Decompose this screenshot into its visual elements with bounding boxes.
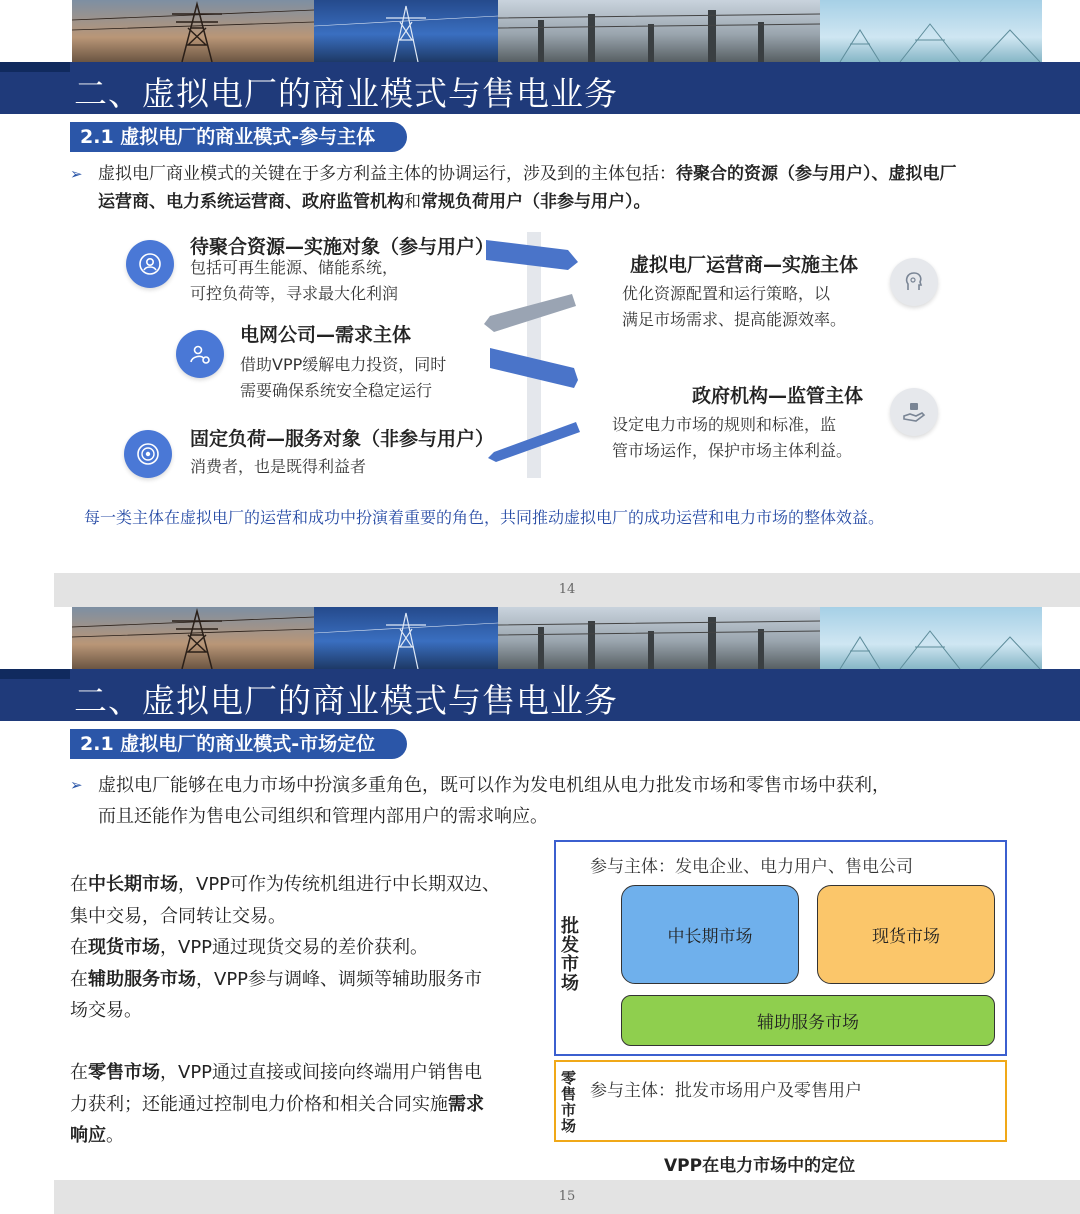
- header-photo-strip: [72, 0, 1042, 62]
- photo-substation-2: [498, 607, 820, 669]
- signpost-graphic: [480, 226, 590, 478]
- bullet-arrow-icon-2: ➢: [70, 776, 83, 794]
- spot-desc-pre: 在: [70, 937, 88, 958]
- photo-substation: [498, 0, 820, 62]
- mid-term-market: 中长期市场: [621, 885, 799, 984]
- page-number-15: 15: [54, 1180, 1080, 1214]
- entity-resource-title: 待聚合资源—实施对象（参与用户）: [190, 236, 495, 258]
- mid-term-desc-pre: 在: [70, 874, 88, 895]
- section-subtitle: 2.1 虚拟电厂的商业模式-参与主体: [70, 122, 407, 152]
- user-gear-icon: [176, 330, 224, 378]
- aux-desc-bold: 辅助服务市场: [88, 968, 196, 990]
- wholesale-market-box: [554, 840, 1007, 1056]
- entity-operator-title: 虚拟电厂运营商—实施主体: [630, 254, 859, 276]
- entity-grid-desc-line1: 借助VPP缓解电力投资，同时: [240, 355, 447, 374]
- retail-description: [70, 1057, 550, 1152]
- photo-substation-sky: [820, 0, 1042, 62]
- head-icon: [890, 258, 938, 306]
- slide-15: [0, 607, 1080, 1214]
- retail-market-box: [554, 1060, 1007, 1142]
- title-bar: [0, 62, 1080, 114]
- entity-fixed-load-title: 固定负荷—服务对象（非参与用户）: [190, 428, 495, 450]
- retail-desc-bold: 零售市场: [88, 1062, 160, 1083]
- retail-participants: 参与主体：批发市场用户及零售用户: [590, 1081, 862, 1101]
- title-bar-accent: [0, 62, 70, 72]
- entity-resource-desc-line1: 包括可再生能源、储能系统，: [190, 258, 399, 277]
- entity-grid-desc-line2: 需要确保系统安全稳定运行: [240, 381, 433, 400]
- header-photo-strip-2: [72, 607, 1042, 669]
- photo-substation-sky-2: [820, 607, 1042, 669]
- title-bar-2: [0, 669, 1080, 721]
- intro-paragraph-2: [70, 770, 1000, 832]
- entity-government-desc-line1: 设定电力市场的规则和标准，监: [612, 415, 837, 434]
- entity-grid-desc: [240, 352, 446, 404]
- mid-term-desc-bold: 中长期市场: [88, 874, 178, 895]
- intro-line1: 虚拟电厂能够在电力市场中扮演多重角色，既可以作为发电机组从电力批发市场和零售市场中获利，: [98, 775, 890, 796]
- aux-service-market: 辅助服务市场: [621, 995, 995, 1046]
- mid-term-desc-rest2: 集中交易，合同转让交易。: [70, 905, 286, 927]
- retail-desc-pre: 在: [70, 1062, 88, 1083]
- entity-government-desc: [612, 412, 852, 464]
- page-title-2: 二、虚拟电厂的商业模式与售电业务: [74, 681, 618, 720]
- spot-market: 现货市场: [817, 885, 995, 984]
- photo-power-tower-blue: [314, 0, 498, 62]
- bullet-arrow-icon: ➢: [70, 165, 83, 183]
- aux-desc: [70, 964, 550, 1027]
- diagram-caption: VPP在电力市场中的定位: [664, 1156, 856, 1176]
- entity-government-desc-line2: 管市场运作，保护市场主体利益。: [612, 441, 853, 460]
- section-subtitle-2: 2.1 虚拟电厂的商业模式-市场定位: [70, 729, 407, 759]
- page-number-14: 14: [54, 573, 1080, 607]
- aux-desc-pre: 在: [70, 968, 88, 990]
- photo-power-tower-blue-2: [314, 607, 498, 669]
- entity-operator-desc: [622, 281, 846, 333]
- spot-desc: [70, 932, 550, 964]
- entity-operator-desc-line1: 优化资源配置和运行策略，以: [622, 284, 831, 303]
- wholesale-participants: 参与主体：发电企业、电力用户、售电公司: [590, 857, 913, 877]
- intro-bold-entities: 待聚合的资源（参与用户）、虚拟电厂运营商、电力系统运营商、政府监管机构: [98, 164, 957, 212]
- intro-bold-nonparticipant: 常规负荷用户（非参与用户）。: [421, 192, 651, 212]
- participant-user-icon: [126, 240, 174, 288]
- entity-resource-desc-line2: 可控负荷等，寻求最大化利润: [190, 284, 399, 303]
- mid-term-desc-rest1: ，VPP可作为传统机组进行中长期双边、: [178, 874, 501, 895]
- intro-text: 虚拟电厂商业模式的关键在于多方利益主体的协调运行，涉及到的主体包括：: [98, 164, 676, 184]
- intro-paragraph: [70, 160, 970, 216]
- entity-operator-desc-line2: 满足市场需求、提高能源效率。: [622, 310, 847, 329]
- retail-desc-rest2: 力获利；还能通过控制电力价格和相关合同实施: [70, 1093, 448, 1115]
- entity-grid-title: 电网公司—需求主体: [240, 324, 412, 346]
- entity-fixed-load-desc: 消费者，也是既得利益者: [190, 457, 367, 476]
- intro-text-and: 和: [404, 192, 421, 212]
- wholesale-label: 批发市场: [561, 916, 579, 994]
- entity-government-title: 政府机构—监管主体: [692, 385, 864, 407]
- target-icon: [124, 430, 172, 478]
- retail-label: 零售市场: [561, 1069, 577, 1135]
- page-title: 二、虚拟电厂的商业模式与售电业务: [74, 74, 618, 113]
- hand-icon: [890, 388, 938, 436]
- photo-power-tower-sunset: [72, 0, 314, 62]
- photo-power-tower-sunset-2: [72, 607, 314, 669]
- mid-term-desc: [70, 869, 550, 932]
- spot-desc-rest: ，VPP通过现货交易的差价获利。: [160, 937, 429, 958]
- retail-desc-bold2: 需求: [448, 1093, 484, 1115]
- intro-line2: 而且还能作为售电公司组织和管理内部用户的需求响应。: [98, 806, 548, 827]
- retail-desc-end: 。: [106, 1125, 124, 1146]
- market-descriptions: [70, 869, 550, 1027]
- retail-desc-bold3: 响应: [70, 1125, 106, 1146]
- title-bar-accent-2: [0, 669, 70, 679]
- summary-statement: 每一类主体在虚拟电厂的运营和成功中扮演着重要的角色，共同推动虚拟电厂的成功运营和电力市场的整体效益。: [84, 508, 885, 527]
- entity-resource-desc: [190, 255, 398, 307]
- spot-desc-bold: 现货市场: [88, 937, 160, 958]
- aux-desc-rest2: 场交易。: [70, 1000, 142, 1021]
- retail-desc-rest1: ，VPP通过直接或间接向终端用户销售电: [160, 1062, 483, 1083]
- aux-desc-rest1: ，VPP参与调峰、调频等辅助服务市: [196, 968, 483, 990]
